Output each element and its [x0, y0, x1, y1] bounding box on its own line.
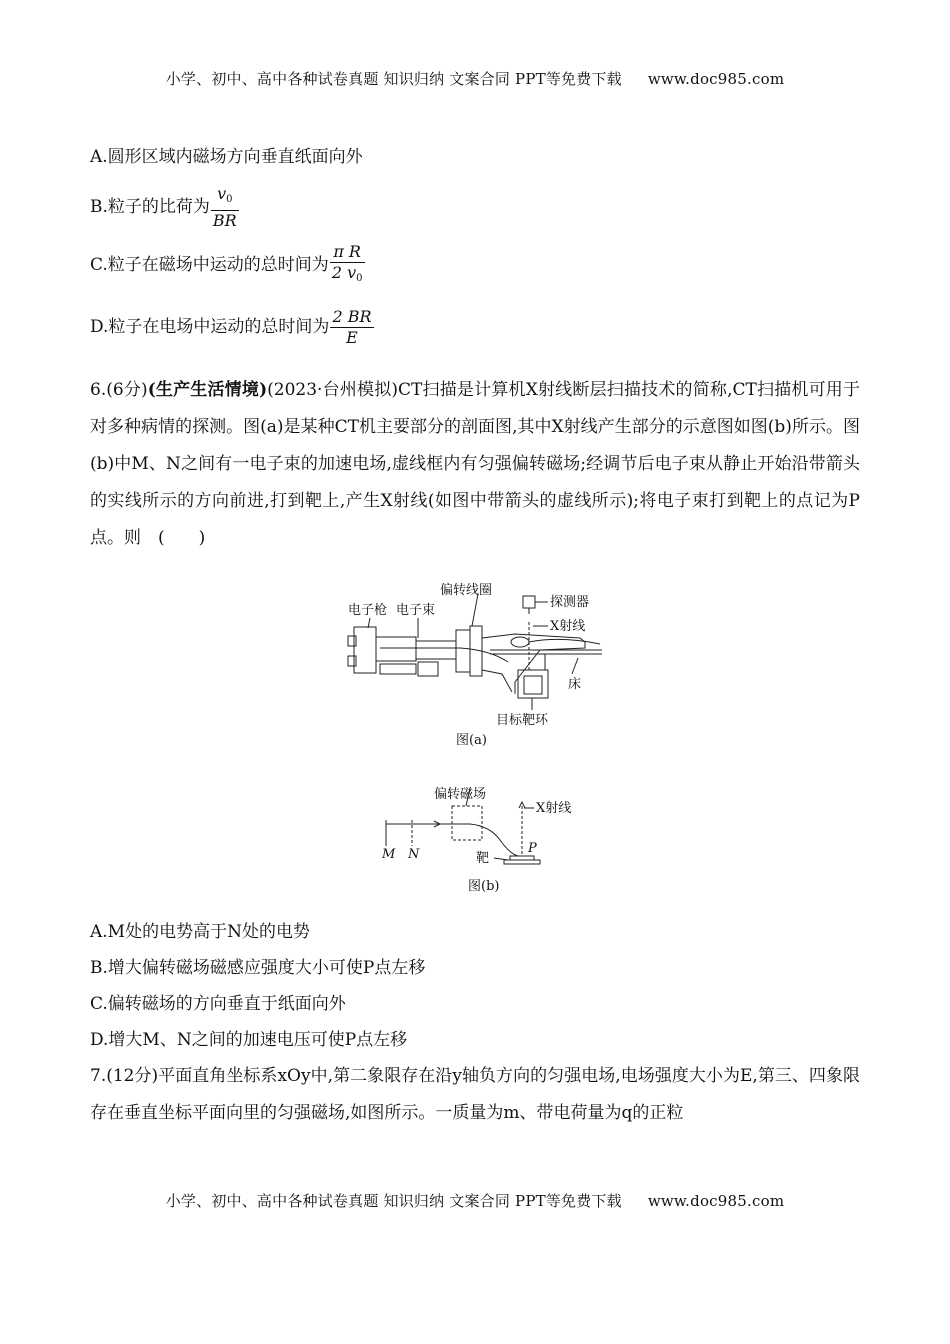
fig-b-field-box: [452, 806, 482, 840]
fig-b-label-target: 靶: [476, 851, 490, 866]
page-footer: [0, 1190, 950, 1211]
fig-b-target-plate: [510, 856, 534, 860]
fig-b-label-xray: X射线: [536, 801, 572, 816]
q5-option-a: A.圆形区域内磁场方向垂直纸面向外: [90, 147, 363, 167]
fig-a-label-target: 目标靶环: [496, 713, 549, 728]
figure-a-ct-machine: [340, 582, 620, 750]
fig-a-label-detector: 探测器: [550, 595, 590, 610]
q5-option-d: [90, 305, 374, 349]
fig-a-patient-head: [511, 637, 529, 647]
fig-a-label-xray: X射线: [550, 619, 586, 634]
page-header: [0, 68, 950, 89]
q6-stem: [90, 372, 860, 557]
fig-a-base2: [418, 662, 438, 676]
fig-a-label-bed: 床: [568, 677, 582, 692]
fig-a-leader-bed: [572, 658, 578, 674]
fig-a-tube2: [416, 641, 456, 659]
q5-option-b: [90, 184, 239, 231]
q6-option-b: B.增大偏转磁场磁感应强度大小可使P点左移: [90, 958, 426, 978]
fig-a-beam: [380, 648, 508, 662]
q6-tag: (生产生活情境): [147, 380, 268, 400]
q5-option-d-fraction: [330, 307, 373, 348]
figure-b-xray-generator: [370, 780, 600, 898]
q5-c-den: 2 v: [331, 263, 357, 282]
fig-a-leader-coil: [472, 594, 478, 626]
q5-option-c-prefix: C.粒子在磁场中运动的总时间为: [90, 255, 329, 275]
fig-b-label-field: 偏转磁场: [434, 787, 487, 802]
fig-a-target-inner: [524, 676, 542, 694]
q5-option-d-prefix: D.粒子在电场中运动的总时间为: [90, 317, 330, 337]
footer-site: www.doc985.com: [647, 1192, 785, 1210]
q5-b-num-sub: 0: [226, 194, 233, 205]
fig-a-base1: [380, 664, 416, 674]
q5-option-b-fraction: [211, 184, 239, 231]
q5-b-num: v: [217, 184, 227, 203]
q5-b-den: BR: [212, 211, 237, 230]
q6-option-d: D.增大M、N之间的加速电压可使P点左移: [90, 1030, 408, 1050]
fig-b-label-m: M: [382, 847, 396, 862]
q5-d-den: E: [346, 328, 358, 347]
q5-c-den-sub: 0: [356, 273, 363, 284]
fig-b-label-p: P: [528, 841, 537, 856]
q6-option-c: C.偏转磁场的方向垂直于纸面向外: [90, 994, 346, 1014]
q5-option-b-prefix: B.粒子的比荷为: [90, 197, 210, 217]
fig-a-tube1: [376, 637, 416, 661]
fig-a-label-gun: 电子枪: [348, 603, 388, 618]
fig-a-label-coil: 偏转线圈: [440, 583, 493, 598]
fig-b-target-base: [504, 860, 540, 864]
fig-a-chamber-lower: [482, 670, 512, 692]
fig-a-gun-body: [354, 627, 376, 673]
q6-number: 6.(6分): [90, 380, 148, 400]
fig-a-patient-body: [529, 639, 600, 644]
q5-option-c: [90, 242, 365, 289]
q5-option-c-fraction: [330, 242, 365, 289]
q7-stem: 7.(12分)平面直角坐标系xOy中,第二象限存在沿y轴负方向的匀强电场,电场强度大小为E,第三、四象限存在垂直坐标平面向里的匀强磁场,如图所示。一质量为m、带电荷量为q的正粒: [90, 1066, 860, 1123]
fig-a-label-beam: 电子束: [396, 603, 436, 618]
fig-a-gun-knob1: [348, 636, 356, 646]
header-site: www.doc985.com: [647, 70, 785, 88]
footer-text: 小学、初中、高中各种试卷真题 知识归纳 文案合同 PPT等免费下载: [165, 1192, 622, 1210]
q6-option-a: A.M处的电势高于N处的电势: [90, 922, 310, 942]
fig-b-caption: 图(b): [468, 879, 500, 894]
fig-a-gun-knob2: [348, 656, 356, 666]
q5-c-num: π R: [330, 242, 365, 263]
q5-d-num: 2 BR: [332, 307, 372, 326]
header-text: 小学、初中、高中各种试卷真题 知识归纳 文案合同 PPT等免费下载: [165, 70, 622, 88]
fig-a-caption: 图(a): [456, 733, 487, 748]
fig-a-detector: [523, 596, 535, 608]
fig-b-target-leader: [494, 858, 508, 860]
fig-a-coil: [456, 630, 470, 672]
fig-b-label-n: N: [408, 847, 420, 862]
q6-stem-text: (2023·台州模拟)CT扫描是计算机X射线断层扫描技术的简称,CT扫描机可用于对多种病情的探测。图(a)是某种CT机主要部分的剖面图,其中X射线产生部分的示意图如图(b)所示。图(b)中M、N之间有一电子束的加速电场,虚线框内有匀强偏转磁场;经调节后电子束从静止开始沿带箭头的实线所示的方向前进,打到靶上,产生X射线(如图中带箭头的虚线所示);将电子束打到靶上的点记为P点。则 ( ): [90, 380, 860, 548]
